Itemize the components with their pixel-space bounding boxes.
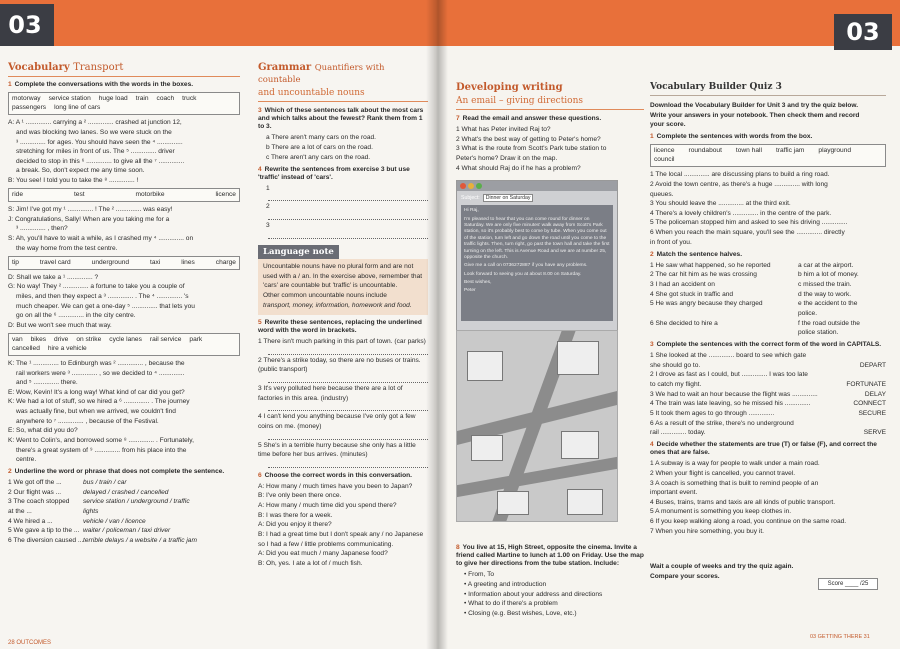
list-item: 3 What is the route from Scott's Park tube station to: [456, 145, 607, 153]
list-item: b There are a lot of cars on the road.: [266, 144, 373, 152]
email-paragraph: Give me a call on 0736272887 if you have any problems.: [464, 263, 588, 269]
email-body: [461, 205, 613, 321]
match-row: [650, 291, 886, 299]
town-map-illustration: [456, 330, 618, 522]
map-building: [561, 431, 599, 459]
right-header-band: [434, 0, 900, 46]
form-word: SERVE: [863, 429, 886, 437]
quiz-q3-text: Complete the sentences with the correct form of the word in CAPITALS.: [656, 341, 882, 349]
list-item: B: I was there for a week.: [258, 511, 333, 519]
quiz-q1: 1 Complete the sentences with words from the box.: [650, 133, 813, 141]
grammar-column: [258, 62, 428, 642]
box-word: cancelled: [12, 344, 40, 352]
quiz-q2: 2 Match the sentence halves.: [650, 250, 743, 258]
conv-line: go on all the ⁶ .............. in the city centre.: [16, 312, 136, 320]
list-item: • Information about your address and directions: [464, 590, 603, 598]
box-word: cycle lanes: [109, 335, 142, 343]
form-row: [650, 420, 886, 428]
box-word: train: [135, 95, 149, 103]
note-line: used with a / an. In the exercise above, remember that: [263, 272, 423, 280]
intro-line: Download the Vocabulary Builder for Unit 3 and try the quiz below.: [650, 101, 859, 109]
conversation-1: [8, 119, 240, 185]
minimize-dot-icon: [468, 183, 474, 189]
list-item: • A greeting and introduction: [464, 581, 547, 589]
conv-line: K: Went to Colin's, and borrowed some ⁸ .............. . Fortunately,: [8, 436, 194, 444]
box-word: travel card: [39, 258, 71, 266]
list-item: [8, 489, 240, 497]
box-word: motorbike: [135, 191, 165, 199]
box-word: service station: [48, 95, 91, 103]
item-stem: 1 We got off the ...: [8, 479, 62, 487]
unit-tab-left: 03: [0, 4, 54, 46]
vocabulary-title-rest: Transport: [73, 62, 124, 73]
conv-line: E: Wow, Kevin! It's a long way! What kind of car did you get?: [8, 388, 185, 396]
box-word: licence: [654, 147, 675, 155]
close-dot-icon: [460, 183, 466, 189]
map-building: [467, 351, 503, 381]
box-word: underground: [91, 258, 130, 266]
quiz-q1-text: Complete the sentences with words from the box.: [656, 133, 813, 141]
email-subject-label: Subject:: [461, 195, 480, 201]
email-paragraph: Best wishes,: [464, 280, 492, 286]
answer-line[interactable]: [268, 461, 428, 468]
match-row: [650, 271, 886, 279]
map-building: [567, 489, 603, 515]
match-right: police station.: [798, 329, 839, 337]
vocabulary-title-bold: Vocabulary: [8, 62, 70, 73]
list-item: [8, 498, 240, 506]
answer-line[interactable]: [268, 213, 428, 220]
item-options[interactable]: delayed / crashed / cancelled: [83, 488, 169, 496]
vocab-q2-text: Underline the word or phrase that does not complete the sentence.: [14, 468, 225, 476]
writing-q7-text: Read the email and answer these questions.: [462, 115, 602, 123]
quiz-word-box: [650, 144, 886, 167]
box-word: drive: [54, 335, 69, 343]
wait-line: Compare your scores.: [650, 572, 720, 580]
list-item: 2 Avoid the town centre, as there's a huge .............. with long: [650, 180, 828, 188]
vocabulary-title: [8, 62, 240, 77]
list-item: 3 You should leave the .............. at the third exit.: [650, 200, 791, 208]
conv-line: decided to stop in this ⁶ .............. to give all the ⁷ ..............: [16, 157, 185, 165]
list-item: 4 Buses, trains, trams and taxis are all kinds of public transport.: [650, 498, 836, 506]
form-stem: 3 We had to wait an hour because the flight was ..............: [650, 390, 818, 398]
grammar-q6-text: Choose the correct words in this conversation.: [264, 471, 412, 479]
conv-line: and ⁵ .............. there.: [16, 379, 78, 387]
box-word: taxi: [150, 258, 161, 266]
list-item: 3 It's very polluted here because there are a lot of: [258, 385, 403, 393]
conversation-4: [8, 360, 240, 464]
list-item: 6 If you keep walking along a road, you continue on the same road.: [650, 518, 847, 526]
list-item: • What to do if there's a problem: [464, 600, 558, 608]
conv-line: anywhere to ⁷ .............. , because of the Festival.: [16, 417, 159, 425]
list-item: [8, 537, 240, 545]
form-word: DELAY: [864, 390, 886, 398]
conv-line: G: No way! They ² .............. a fortune to take you a couple of: [8, 283, 185, 291]
conv-line: D: But we won't see much that way.: [8, 321, 112, 329]
email-titlebar: [457, 181, 617, 191]
left-header-band: [0, 0, 434, 46]
word-box-2: [8, 188, 240, 202]
answer-line-label: 2: [266, 203, 270, 211]
match-right: police.: [798, 309, 818, 317]
match-row: [650, 262, 886, 270]
form-word: [840, 371, 886, 379]
item-options[interactable]: service station / underground / traffic: [83, 498, 190, 506]
list-item: 4 There's a lovely children's .............. in the centre of the park.: [650, 209, 832, 217]
word-box-1: [8, 92, 240, 115]
list-item: A: How many / much time did you spend there?: [258, 502, 397, 510]
list-item: • Closing (e.g. Best wishes, Love, etc.): [464, 609, 577, 617]
list-item: queues.: [650, 190, 674, 198]
conv-line: miles, and then they expect a ³ .............. . The ⁴ .............. 's: [16, 292, 189, 300]
list-item: 5 She's in a terrible hurry because she only has a little: [258, 441, 416, 449]
box-word: licence: [215, 191, 236, 199]
form-stem: 1 She looked at the .............. board to see which gate: [650, 352, 807, 360]
item-options[interactable]: bus / train / car: [83, 479, 127, 487]
writing-q8: 8 You live at 15, High Street, opposite the cinema. Invite a friend called Martine to lunch at 1.00 on Friday. Use the map to give her directions from the tube station. Include:: [456, 544, 644, 568]
box-word: traffic jam: [775, 147, 805, 155]
box-word: truck: [182, 95, 197, 103]
form-word: [840, 352, 886, 360]
form-word: [840, 420, 886, 428]
conv-line: and was blocking two lanes. So we were stuck on the: [16, 128, 172, 136]
box-word: hire a vehicle: [47, 344, 87, 352]
item-stem: 5 We gave a tip to the ...: [8, 527, 80, 535]
box-word: ride: [12, 191, 23, 199]
list-item: (public transport): [258, 366, 308, 374]
conv-line: A: A ¹ .............. carrying a ² .............. crashed at junction 12,: [8, 119, 182, 127]
item-stem: 6 The diversion caused ...: [8, 536, 83, 544]
list-item: 7 When you hire something, you buy it.: [650, 527, 764, 535]
conv-line: the way home from the test centre.: [16, 244, 118, 252]
form-stem: to catch my flight.: [650, 381, 702, 389]
answer-line[interactable]: [268, 348, 428, 355]
answer-line-label: 1: [266, 184, 270, 192]
grammar-q6: 6 Choose the correct words in this conversation.: [258, 471, 412, 479]
map-building: [497, 491, 529, 515]
unit-tab-right: 03: [834, 14, 892, 50]
box-word: van: [12, 335, 23, 343]
writing-q7: 7 Read the email and answer these questions.: [456, 115, 602, 123]
language-note-title: Language note: [258, 245, 339, 259]
quiz-q3: 3 Complete the sentences with the correct form of the word in CAPITALS.: [650, 341, 882, 349]
item-options[interactable]: waiter / policeman / taxi driver: [83, 527, 171, 535]
list-item: A: Did you eat much / many Japanese food?: [258, 550, 388, 558]
email-paragraph: Peter: [464, 288, 476, 294]
conv-line: S: Jim! I've got my ¹ .............. ! The ² .............. was easy!: [8, 206, 173, 214]
box-word: motorway: [12, 95, 41, 103]
list-item: 6 When you reach the main square, you'll see the .............. directly: [650, 229, 845, 237]
list-item: important event.: [650, 489, 698, 497]
quiz-intro: [650, 102, 886, 129]
form-word: DEPART: [859, 361, 886, 369]
box-word: roundabout: [688, 147, 722, 155]
spacer: [650, 537, 886, 563]
form-stem: she should go to.: [650, 361, 701, 369]
list-item: [8, 518, 240, 526]
form-stem: 2 I drove as fast as I could, but .............. I was too late: [650, 371, 808, 379]
grammar-title-rest: Quantifiers with countable: [258, 63, 385, 86]
match-left: 5 He was angry because they charged: [650, 300, 763, 308]
list-item: 2 There's a strike today, so there are no buses or trains.: [258, 356, 421, 364]
vocab-q2: 2 Underline the word or phrase that does not complete the sentence.: [8, 468, 225, 476]
conv-line: there's a great system of ⁹ .............. from his place into the: [16, 446, 187, 454]
intro-line: your score.: [650, 121, 686, 129]
match-left: 2 The car hit him as he was crossing: [650, 271, 757, 279]
page-footer-left: 28 OUTCOMES: [8, 640, 52, 646]
list-item: so I had a few / little problems communicating.: [258, 540, 394, 548]
conv-line: B: You see! I told you to take the ⁸ .............. !: [8, 177, 139, 185]
conv-line: D: Shall we take a ¹ .............. ?: [8, 273, 99, 281]
answer-line-label: 3: [266, 222, 270, 230]
form-row: [650, 352, 886, 360]
list-item: c There aren't any cars on the road.: [266, 153, 371, 161]
conv-line: ³ .............. , then?: [16, 225, 68, 233]
match-left: 4 She got stuck in traffic and: [650, 290, 734, 298]
email-subject-field[interactable]: Dinner on Saturday: [483, 194, 534, 202]
match-right: a car at the airport.: [798, 261, 854, 269]
form-row: [650, 410, 886, 418]
match-right: e the accident to the: [798, 300, 858, 308]
email-paragraph: Hi Raj,: [464, 208, 479, 214]
list-item: in front of you.: [650, 238, 692, 246]
list-item: 3 A coach is something that is built to remind people of an: [650, 479, 819, 487]
conv-line: rail workers were ³ .............. , so we decided to ⁴ ..............: [16, 369, 185, 377]
grammar-title-bold: Grammar: [258, 62, 312, 73]
vocab-q1-text: Complete the conversations with the words in the boxes.: [14, 81, 194, 89]
conv-line: much cheaper. We can get a one-day ⁵ .............. that lets you: [16, 302, 195, 310]
note-line: Other common uncountable nouns include: [263, 291, 387, 299]
conversation-2: [8, 206, 240, 253]
list-item: [8, 527, 240, 535]
list-item: • From, To: [464, 571, 495, 579]
item-stem: 2 Our flight was ...: [8, 488, 62, 496]
item-options[interactable]: terrible delays / a website / a traffic jam: [83, 536, 197, 544]
language-note: [258, 259, 428, 315]
answer-line[interactable]: [268, 232, 428, 239]
match-left: [650, 310, 798, 318]
conv-line: K: The ¹ .............. to Edinburgh was ² .............. , because the: [8, 359, 185, 367]
form-row: [650, 429, 886, 437]
note-line: Uncountable nouns have no plural form and are not: [263, 263, 414, 271]
box-word: huge load: [98, 95, 128, 103]
grammar-q5: 5 Rewrite these sentences, replacing the underlined word with the word in brackets.: [258, 319, 422, 335]
email-window: [456, 180, 618, 332]
page-footer-right: 03 GETTING THERE 31: [810, 634, 870, 640]
maximize-dot-icon: [476, 183, 482, 189]
book-gutter: [426, 0, 448, 649]
box-word: bikes: [30, 335, 47, 343]
item-options[interactable]: vehicle / van / licence: [83, 517, 146, 525]
conv-line: E: So, what did you do?: [8, 427, 78, 435]
item-stem: 4 We hired a ...: [8, 517, 53, 525]
item-stem: at the ...: [8, 508, 32, 516]
form-word: SECURE: [858, 409, 886, 417]
box-word: park: [189, 335, 203, 343]
grammar-q3: 3 Which of these sentences talk about the most cars and which talks about the fewest? Rank them from 1 to 3.: [258, 107, 424, 131]
box-word: passengers: [12, 104, 47, 112]
intro-line: Write your answers in your notebook. Then check them and record: [650, 111, 860, 119]
match-right: d the way to work.: [798, 290, 852, 298]
quiz-column: [650, 82, 886, 642]
match-left: 3 I had an accident on: [650, 281, 715, 289]
map-building: [471, 435, 503, 461]
list-item: 4 What should Raj do if he has a problem?: [456, 164, 581, 172]
list-item: [8, 508, 240, 516]
note-line: transport, money, information, homework and food.: [263, 301, 412, 309]
box-word: long line of cars: [54, 104, 101, 112]
answer-line[interactable]: [268, 376, 428, 383]
form-stem: 5 It took them ages to go through ..............: [650, 409, 775, 417]
grammar-subtitle: and uncountable nouns: [258, 88, 428, 102]
grammar-title: [258, 62, 428, 86]
list-item: B: I've only been there once.: [258, 492, 342, 500]
grammar-q5-text: Rewrite these sentences, replacing the underlined word with the word in brackets.: [258, 319, 422, 335]
box-word: council: [654, 156, 675, 164]
list-item: factories in this area. (industry): [258, 394, 349, 402]
match-left: [650, 329, 798, 337]
grammar-q3-text: Which of these sentences talk about the most cars and which talks about the fewest? Rank them from 1 to 3.: [258, 107, 424, 131]
form-word: FORTUNATE: [846, 381, 886, 389]
match-row: [650, 310, 886, 318]
list-item: [8, 479, 240, 487]
match-row: [650, 281, 886, 289]
writing-q8-text: You live at 15, High Street, opposite the cinema. Invite a friend called Martine to lunch at 1.00 on Friday. Use the map to give her directions from the tube station. Include:: [456, 544, 644, 568]
match-row: [650, 320, 886, 328]
conv-line: a break. So, don't expect me any time soon.: [16, 167, 145, 175]
conv-line: centre.: [16, 456, 37, 464]
vocab-q2-list: [8, 479, 240, 545]
form-stem: rail .............. today.: [650, 429, 706, 437]
list-item: 2 When your flight is cancelled, you cannot travel.: [650, 469, 796, 477]
form-row: [650, 391, 886, 399]
list-item: B: I had a great time but I don't speak any / no Japanese: [258, 530, 424, 538]
form-row: [650, 362, 886, 370]
quiz-q4-text: Decide whether the statements are true (T) or false (F), and correct the ones that are false.: [650, 441, 877, 457]
form-row: [650, 371, 886, 379]
grammar-q4-text: Rewrite the sentences from exercise 3 but use 'traffic' instead of 'cars'.: [258, 165, 410, 181]
list-item: time before her bus arrives. (minutes): [258, 451, 368, 459]
email-paragraph: I'm pleased to hear that you can come round for dinner on Saturday. We are only five minutes' walk away from Scott's Park station, so it's probably best to come by tube. When you come out of the station, turn left and go down the road until you come to the traffic lights. Then, turn right, go past the town hall and take the first turning on the left. This is Avenue Road and we are at number 25, opposite the church.: [464, 216, 610, 260]
box-word: town hall: [735, 147, 762, 155]
conv-line: ³ .............. for ages. You should have seen the ⁴ ..............: [16, 138, 183, 146]
quiz-q2-text: Match the sentence halves.: [656, 250, 743, 258]
email-paragraph: Look forward to seeing you at about 8.00 on Saturday.: [464, 271, 582, 277]
box-word: tip: [12, 258, 19, 266]
wait-line: Wait a couple of weeks and try the quiz again.: [650, 563, 794, 571]
form-stem: 6 As a result of the strike, there's no underground: [650, 419, 794, 427]
form-stem: 4 The train was late leaving, so he missed his ..............: [650, 400, 811, 408]
list-item: 4 I can't lend you anything because I've only got a few: [258, 413, 416, 421]
word-box-4: [8, 333, 240, 356]
email-subject-row: [461, 194, 613, 202]
match-right: f the road outside the: [798, 319, 860, 327]
vocab-q1: 1 Complete the conversations with the words in the boxes.: [8, 81, 194, 89]
list-item: A: Did you enjoy it there?: [258, 521, 332, 529]
list-item: a There aren't many cars on the road.: [266, 134, 376, 142]
list-item: 1 What has Peter invited Raj to?: [456, 126, 551, 134]
item-stem: 3 The coach stopped: [8, 498, 70, 506]
conv-line: stretching for miles in front of us. The ⁵ .............. driver: [16, 148, 175, 156]
box-word: on strike: [76, 335, 102, 343]
form-word: CONNECT: [853, 400, 886, 408]
match-right: b him a lot of money.: [798, 271, 859, 279]
list-item: 1 A subway is a way for people to walk under a main road.: [650, 460, 820, 468]
map-building: [557, 341, 599, 375]
list-item: 1 The local .............. are discussing plans to build a ring road.: [650, 171, 830, 179]
list-item: 1 There isn't much parking in this part of town. (car parks): [258, 338, 426, 346]
conversation-3: [8, 274, 240, 330]
match-row: [650, 300, 886, 308]
conv-line: J: Congratulations, Sally! When are you taking me for a: [8, 215, 170, 223]
vocabulary-column: [8, 62, 240, 642]
box-word: coach: [156, 95, 175, 103]
list-item: 2 What's the best way of getting to Peter's home?: [456, 135, 601, 143]
answer-line[interactable]: [268, 404, 428, 411]
answer-line[interactable]: [268, 433, 428, 440]
box-word: charge: [215, 258, 236, 266]
conv-line: was actually fine, but when we arrived, we couldn't find: [16, 408, 176, 415]
score-box[interactable]: Score ____ /25: [818, 578, 878, 590]
note-line: 'cars' are countable but 'traffic' is uncountable.: [263, 282, 398, 290]
list-item: A: How many / much times have you been to Japan?: [258, 482, 413, 490]
box-word: rail service: [149, 335, 182, 343]
answer-line[interactable]: [268, 194, 428, 201]
quiz-title: Vocabulary Builder Quiz 3: [650, 82, 886, 96]
match-right: c missed the train.: [798, 281, 852, 289]
list-item: B: Oh, yes. I ate a lot of / much fish.: [258, 559, 363, 567]
list-item: 5 A monument is something you keep clothes in.: [650, 508, 792, 516]
match-row: [650, 329, 886, 337]
conv-line: S: Ah, you'll have to wait a while, as I crashed my ⁴ .............. on: [8, 234, 194, 242]
match-left: 6 She decided to hire a: [650, 319, 718, 327]
left-page: [0, 0, 434, 649]
form-row: [650, 400, 886, 408]
grammar-q4: 4 Rewrite the sentences from exercise 3 but use 'traffic' instead of 'cars'.: [258, 165, 410, 181]
item-options[interactable]: lights: [83, 508, 99, 516]
list-item: coins on me. (money): [258, 422, 322, 430]
writing-subtitle: An email – giving directions: [456, 96, 644, 110]
box-word: playground: [818, 147, 852, 155]
form-row: [650, 381, 886, 389]
conv-line: K: We had a lot of stuff, so we hired a ⁶ .............. . The journey: [8, 398, 190, 406]
list-item: 5 The policeman stopped him and asked to see his driving ..............: [650, 219, 848, 227]
list-item: Peter's home? Draw it on the map.: [456, 155, 558, 163]
match-left: 1 He saw what happened, so he reported: [650, 261, 771, 269]
writing-title: Developing writing: [456, 82, 563, 93]
word-box-3: [8, 256, 240, 270]
box-word: test: [73, 191, 85, 199]
box-word: lines: [181, 258, 195, 266]
quiz-q4: 4 Decide whether the statements are true (T) or false (F), and correct the ones that are false.: [650, 441, 877, 457]
